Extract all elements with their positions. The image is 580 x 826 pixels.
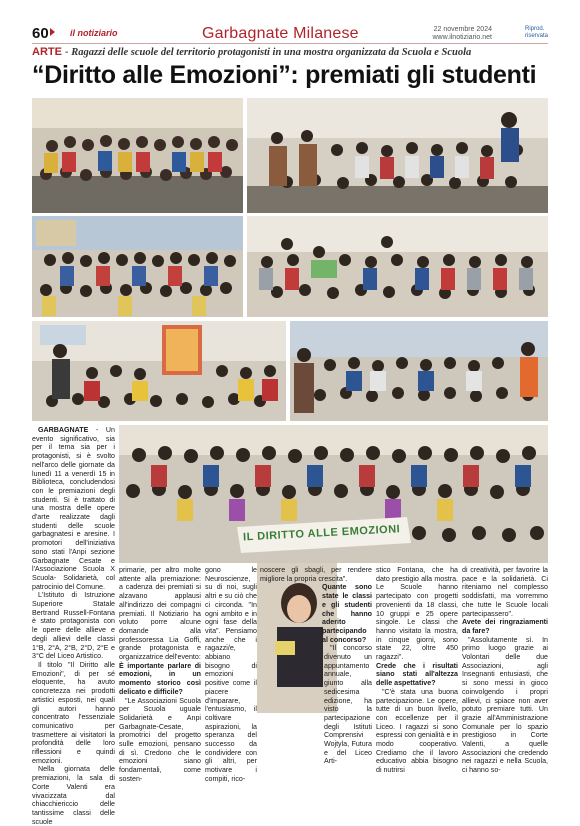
paragraph: "Le Associazioni Scuola per Scuola uguale Solidarietà e Anpi Garbagnate-Cesate, promotrici del progetto sulle emozioni, pensano di sì. Credono che le emozioni siano fondamentali, come sosten-	[119, 696, 201, 783]
paragraph: "C'è stata una buona partecipazione. Le opere, tutte di un buon livello, con eccellenze per il Liceo. I ragazzi si sono espressi con genialità e in modo cooperativo. Crediamo che il lavoro educativo abbia bisogno di nutrirsi	[376, 687, 458, 775]
rights-badge	[525, 26, 548, 40]
article-column-4	[260, 566, 372, 766]
paragraph: "Il concorso divenuto un appuntamento annuale, giunto alla sedicesima edizione, ha visto la partecipazione degli Istituti Comprensivi Wojtyla, Futura e del Liceo Arti-	[324, 644, 372, 766]
paragraph: Nella giornata delle premiazioni, la sala di Corte Valenti era vivacizzata dal chiacchiericcio delle tantissime classi delle scuole	[32, 765, 115, 826]
paragraph	[32, 426, 115, 591]
photo-class-group-5	[32, 321, 286, 421]
interview-question: Avete dei ringraziamenti da fare?	[462, 618, 548, 635]
page-header	[32, 26, 548, 44]
photo-class-group-2	[247, 98, 548, 213]
paragraph: gono le Neuroscienze, su di noi, sugli altri e su ciò che ci circonda. "In ogni ambito e in ogni fase della vita". Pensiamo anche che i ragazzi/e, abbiano bisogno di emozioni positive come il piacere d'imparare, l'entusiasmo, il coltivare aspirazioni, la speranza del successo da condividere con gli altri, per motivare i compiti, rico-	[205, 566, 257, 783]
interview-question: Quante sono state le classi e gli studenti che hanno aderito partecipando al concorso?	[322, 583, 372, 644]
photo-banner-group	[119, 425, 548, 563]
article-column-1	[32, 426, 115, 826]
photo-image	[290, 321, 548, 421]
photo-class-group-6	[290, 321, 548, 421]
interview-question: È importante parlare di emozioni, in un momento storico così delicato e difficile?	[119, 661, 201, 696]
photo-image	[32, 98, 243, 213]
article-column-2	[119, 566, 201, 784]
paragraph: noscere gli sbagli, per rendere migliore la propria crescita".	[260, 566, 372, 583]
article-column-6	[462, 566, 548, 775]
photo-class-group-3	[32, 216, 243, 317]
badge-line-1: Riprod.	[524, 26, 545, 32]
page-number-text: 60	[32, 25, 49, 42]
article-headline: “Diritto alle Emozioni”: premiati gli studenti	[32, 61, 537, 89]
paragraph: "Assolutamente sì. In primo luogo grazie ai Volontari delle due Associazioni, agli Insegnanti entusiasti, che si sono messi in gioco coinvolgendo i propri allievi, ci spiace non aver potuto premiare tutti. Un grazie all'Amministrazione Comunale per lo spazio prestigioso in Corte Valenti, a quelle Associazioni che credendo nei ragazzi e nella Scuola, ci hanno so-	[462, 635, 548, 775]
paragraph: di creatività, per favorire la pace e la solidarietà. Ci riteniamo nel complesso soddisfatti, ma vorremmo che tutte le Scuole locali partecipassero".	[462, 566, 548, 618]
paragraph-text: - Un evento significativo, sia per il tema sia per i protagonisti, si è svolto nell'arco delle giornate da lunedì 11 a venerdì 15 in Biblioteca, concludendosi con le premiazioni degli studenti. Si è trattato di una mostra delle opere d'arte realizzate dagli studenti delle scuole garbagnatesi e aresine. I promotori dell'iniziativa sono stati l'Anpi sezione Garbagnate Cesate e l'Associazione Scuola X Scuola- Solidarietà, col patrocinio del Comune.	[32, 426, 115, 591]
website-link[interactable]: www.ilnotiziario.net	[432, 34, 492, 41]
photo-class-group-1	[32, 98, 243, 213]
article-subtitle: Ragazzi delle scuole del territorio protagonisti in una mostra organizzata da Scuola e Scuola	[71, 47, 472, 58]
paragraph: Il titolo "Il Diritto alle Emozioni", di per sé eloquente, ha avuto concretezza nei prodotti artistici esposti, nei quali gli autori hanno concentrato l'essenziale comunicativo per trasmettere ai visitatori la profondità delle loro riflessioni e quindi emozioni.	[32, 660, 115, 765]
paragraph: L'Istituto di Istruzione Superiore Statale Bertrand Russell-Fontana è stato protagonista con le opere delle allieve e degli allievi delle classi 1°B, 2°A, 2°B, 2°D, 2°E e 3°C del Liceo Artistico.	[32, 591, 115, 661]
article-column-3	[205, 566, 257, 784]
arrow-icon	[50, 28, 55, 36]
interview-question: Crede che i risultati siano stati all'altezza delle aspettative?	[376, 661, 458, 688]
section-title: Garbagnate Milanese	[202, 25, 359, 42]
kicker-separator: -	[61, 46, 72, 58]
paragraph: stico Fontana, che ha dato prestigio alla mostra. Le Scuole hanno partecipato con progetti provenienti da 18 classi, 10 gruppi e 25 opere singole. Le classi che hanno visitato la mostra, in cinque giorni, sono state 22, oltre 450 ragazzi".	[376, 566, 458, 662]
article-column-5	[376, 566, 458, 775]
brand-logo: il notiziario	[70, 28, 118, 38]
paragraph: primarie, per altro molte attente alla premiazione: a cadenza dei premiati si alzavano applausi all'indirizzo dei compagni premiati. Il Notiziario ha voluto porre alcune domande alla professoressa Lia Goffi, grande protagonista e organizzatrice dell'evento:	[119, 566, 201, 662]
photo-image	[32, 321, 286, 421]
photo-class-group-4	[247, 216, 548, 317]
photo-image	[247, 98, 548, 213]
photo-image	[32, 216, 243, 317]
page-number	[32, 26, 57, 42]
dateline-city: GARBAGNATE	[38, 426, 89, 434]
banner-text: IL DIRITTO ALLE EMOZIONI	[242, 523, 401, 544]
article-kicker	[32, 46, 548, 59]
badge-line-2: riservata	[524, 33, 548, 39]
issue-date: 22 novembre 2024	[433, 26, 492, 33]
dateline	[432, 26, 492, 42]
photo-image	[119, 425, 548, 563]
category-tag: ARTE	[32, 46, 62, 58]
photo-image	[247, 216, 548, 317]
